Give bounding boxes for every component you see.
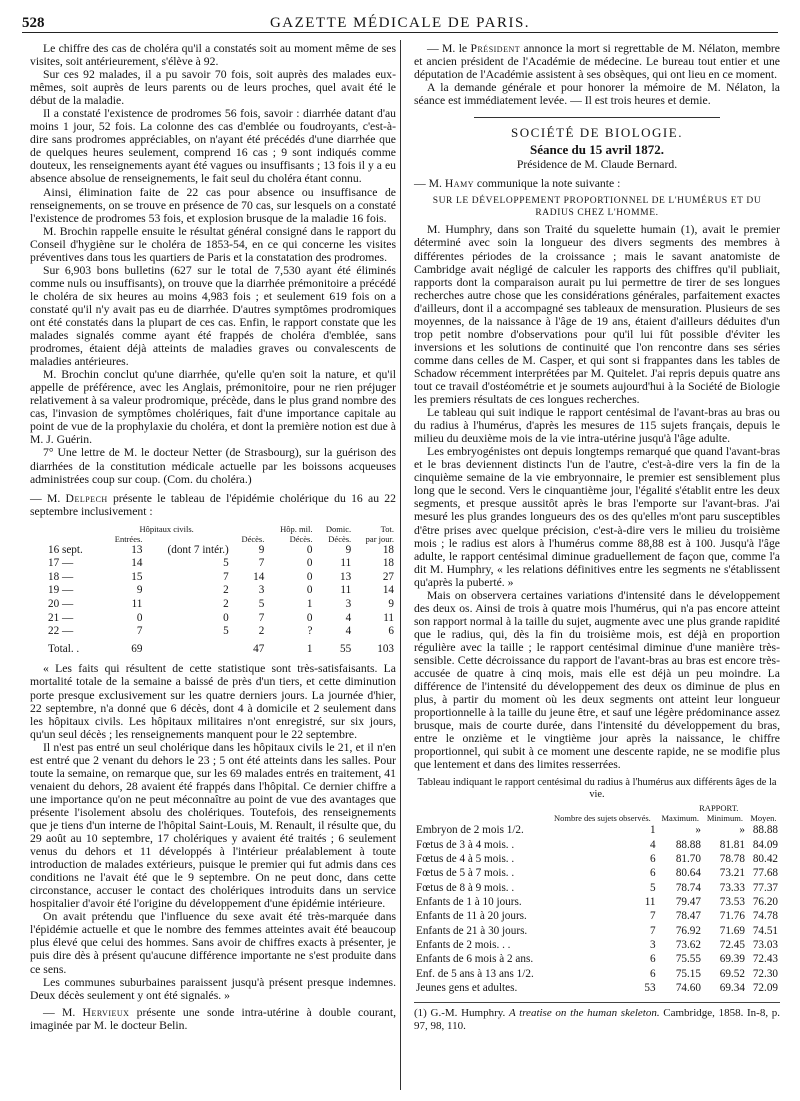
paragraph: Ainsi, élimination faite de 22 cas pour absence ou insuffisance de renseignements, on se trouve en présence de 70 cas, sur lesquels on a constaté l'existence de prodromes 53 fois, et explosion brusque de la maladie 16 fois. [30, 185, 396, 225]
table-cell: 4 [345, 625, 352, 638]
table-cell: 5 [223, 557, 229, 570]
section-rule [474, 117, 720, 118]
table-cell: Enfants de 21 à 30 jours. [416, 924, 528, 937]
table-row [414, 981, 780, 995]
table-cell: 75.15 [675, 967, 701, 980]
table-cell: 69.52 [719, 967, 745, 980]
table-cell: 2 [223, 598, 229, 611]
table-cell: 9 [388, 598, 394, 611]
table-cell: 76.20 [752, 896, 778, 909]
footnote: (1) G.-M. Humphry. A treatise on the human skeleton. Cambridge, 1858. In-8, p. 97, 98, 110. [414, 1002, 780, 1033]
table-cell: 72.09 [752, 982, 778, 995]
table-cell: 11 [383, 611, 394, 624]
paragraph: Il a constaté l'existence de prodromes 56 fois, savoir : diarrhée datant d'au moins 1 jour, 52 fois. La colonne des cas d'emblée ou foudroyants, c'est-à-dire sans prodromes appréciables, on n'ayant été précédés d'une diarrhée que de quelques heures seulement, comprend 16 cas ; 9 sont indiqués comme douteux, les renseignements ayant été vagues ou insuffisants ; 13 fois il y a eu absence absolue de renseignements, le fait seul du choléra étant connu. [30, 107, 396, 186]
table-row [30, 584, 396, 598]
table-cell: Jeunes gens et adultes. [416, 982, 518, 995]
table-row [414, 952, 780, 966]
table-cell: » [739, 824, 745, 837]
page-header [22, 10, 778, 33]
delpech-paragraph: — M. Delpech présente le tableau de l'épidémie cholérique du 16 au 22 septembre inclusivement : [30, 491, 396, 518]
table-row [30, 625, 396, 639]
table-cell: Enfants de 2 mois. . . [416, 939, 511, 952]
table-cell: 7 [258, 557, 265, 570]
table-row [30, 557, 396, 571]
table-cell: » [695, 824, 701, 837]
cholera-table: Hôpitaux civils. Hôp. mil. Domic. Tot. Entrées. Décès. Décès. Décès. par jour. 16 sept. 13 (dont 7 intér.) 9 0 9 18 17 — 14 5 7 0 11 18 18 — 15 7 14 0 13 27 19 — 9 2 3 0 11 14 20 — 11 2 5 1 3 9 21 — 0 0 7 0 4 11 22 — 7 5 2 ? 4 6 Total. . 69 47 1 55 103 [30, 524, 396, 657]
table-cell: 0 [223, 611, 229, 624]
table-cell: 74.78 [752, 910, 778, 923]
table-cell: 71.69 [719, 924, 745, 937]
table-cell: 53 [644, 982, 656, 995]
table-cell: Fœtus de 4 à 5 mois. . [416, 853, 515, 866]
speaker-name: Delpech [65, 491, 108, 505]
table-cell: 0 [306, 543, 313, 556]
paragraph: Mais on observera certaines variations d'intensité dans le développement des deux os. Ainsi de trois à quatre mois l'humérus, qui n'a pas encore atteint son rapport normal à la taille du sujet, augmente avec une plus grande rapidité que le radius, qui, dès la fin du troisième mois, est déjà en proportion régulière avec la taille ; le rapport centésimal diminue d'une manière très-sensible. Cette décroissance du rapport de l'avant-bras au bras est encore très-accusée de quatre à cinq mois, mais elle est déjà un peu moindre. La différence de l'intensité du développement des deux os diminue de plus en plus, à partir du moment où les deux segments ont atteint leur longueur proportionnelle à la taille du jeune être, et sauf une légère prédominance assez brusque, mais de courte durée, dans l'intensité du développement du bras, entre le onzième et le vingtième jour après la naissance, le chiffre proportionnel, qui subit à ce moment une descente rapide, ne se modifie plus que lentement et dans des limites resserrées. [414, 588, 780, 772]
table-cell: 21 — [48, 611, 74, 624]
table-cell: 18 — [48, 570, 74, 583]
article-subtitle: SUR LE DÉVELOPPEMENT PROPORTIONNEL DE L'HUMÉRUS ET DU RADIUS CHEZ L'HOMME. [432, 196, 762, 218]
table-cell: 6 [388, 625, 394, 638]
table-cell: 1 [649, 824, 656, 837]
table-cell: 84.09 [752, 838, 778, 851]
table-row [414, 924, 780, 938]
paragraph: Sur ces 92 malades, il a pu savoir 70 fois, soit auprès des malades eux-mêmes, soit auprès de leurs parents ou de leurs proches, quel avait été le début de la maladie. [30, 68, 396, 108]
paragraph: M. Brochin rappelle ensuite le résultat général consigné dans le rapport du Conseil d'hygiène sur le choléra de 1853-54, en ce qui concerne les visites préventives dans tous les quartiers de Paris et la constatation des prodromes. [30, 224, 396, 264]
table-cell: Fœtus de 8 à 9 mois. . [416, 881, 515, 894]
table-row [414, 852, 780, 866]
table-cell: (dont 7 intér.) [167, 543, 229, 556]
table-row [414, 909, 780, 923]
table-cell: 7 [136, 625, 143, 638]
table-cell: 16 sept. [48, 543, 83, 556]
table-cell: 9 [345, 543, 352, 556]
table-cell: 78.47 [675, 910, 701, 923]
table-cell: 77.68 [752, 867, 778, 880]
table-cell: 78.74 [675, 881, 701, 894]
society-heading: SOCIÉTÉ DE BIOLOGIE. [511, 125, 683, 141]
table-cell: 0 [306, 557, 313, 570]
table-cell: 78.78 [719, 853, 745, 866]
paragraph: M. Brochin conclut qu'une diarrhée, qu'elle qu'en soit la nature, et qu'il appelle de préférence, avec les Anglais, prémonitoire, pour ne rien préjuger relativement à sa valeur prodromique, précède, dans le plus grand nombre des cas, l'invasion de symptômes cholériques, fait d'une importance capitale au point de vue de la prophylaxie du choléra, et dont la première notion est due à M. J. Guérin. [30, 368, 396, 447]
table-cell: 74.60 [675, 982, 701, 995]
paragraph: Sur 6,903 bons bulletins (627 sur le total de 7,530 ayant été éliminés comme nuls ou insuffisants), on trouve que la diarrhée prémonitoire a précédé le choléra de six heures au moins 4,983 fois ; et seulement 619 fois on a constaté qu'il n'y avait pas eu de diarrhée. D'autres symptômes prodromiques ont été constatés dans la plupart de ces cas. Enfin, le rapport constate que les malades signalés comme ayant été frappés de choléra d'emblée, sans prodromes, étaient déjà atteints de maladies graves ou convalescents de maladies antérieures. [30, 263, 396, 369]
table-cell: 79.47 [675, 896, 701, 909]
table-cell: 13 [131, 543, 143, 556]
table-cell: 18 [382, 557, 394, 570]
paragraph: Le chiffre des cas de choléra qu'il a constatés soit au moment même de ses visites, soit antérieurement, s'élève à 92. [30, 42, 396, 69]
table-cell: 3 [345, 598, 352, 611]
table-cell: 80.64 [675, 867, 701, 880]
table-row [414, 881, 780, 895]
hervieux-paragraph: — M. Hervieux présente une sonde intra-utérine à double courant, imaginée par M. le docteur Belin. [30, 1005, 396, 1032]
table-cell: 88.88 [675, 838, 701, 851]
table-cell: 75.55 [675, 953, 701, 966]
table-cell: 69.34 [719, 982, 745, 995]
paragraph: M. Humphry, dans son Traité du squelette humain (1), avait le premier déterminé avec soin la longueur des divers segments des membres à différentes périodes de la croissance ; mais le savant anatomiste de Cambridge avait négligé de calculer les rapports des chiffres qu'il publiait, rapports dont la comparaison aurait pu lui permettre de tirer de ses longues recherches autre chose que les considérations générales, parfaitement exactes d'ailleurs, dont il a accompagné ses tableaux de mensuration. Plusieurs de ses moyennes, de la naissance à l'âge de 19 ans, étaient d'ailleurs déduites d'un trop petit nombre d'observations pour qu'il lui fût possible d'éviter les inversions et les solutions de continuité que l'on rencontre dans ses séries comme dans celles de M. Casper, et qui sont si frappantes dans les tables de Schadow récemment interprétées par M. Quitelet. J'ai repris depuis quatre ans tout ce travail d'ostéométrie et je soumets aujourd'hui à la Société de Biologie les premiers résultats de ces longues recherches. [414, 223, 780, 407]
table-cell: ? [307, 625, 313, 638]
table-cell: 5 [258, 598, 265, 611]
speaker-name: Hamy [444, 177, 474, 191]
table-cell: Enfants de 11 à 20 jours. [416, 910, 527, 923]
table-cell: 76.92 [675, 924, 701, 937]
table-cell: 73.21 [719, 867, 745, 880]
table-cell: 3 [649, 939, 656, 952]
table-cell: 81.70 [675, 853, 701, 866]
table-cell: 6 [649, 853, 656, 866]
table-cell: 2 [223, 584, 229, 597]
table-cell: Embryon de 2 mois 1/2. [416, 824, 524, 837]
table-cell: 7 [649, 924, 656, 937]
page-number: 528 [22, 15, 45, 31]
table-cell: Enf. de 5 ans à 13 ans 1/2. [416, 967, 534, 980]
table-cell: 74.51 [752, 924, 778, 937]
table-cell: 73.53 [719, 896, 745, 909]
table-cell: 17 — [48, 557, 74, 570]
table-cell: 72.45 [719, 939, 745, 952]
table-cell: 0 [136, 611, 143, 624]
table-cell: 20 — [48, 598, 74, 611]
table-cell: 11 [340, 584, 352, 597]
table-cell: 0 [306, 611, 313, 624]
table-row [414, 866, 780, 880]
table-cell: 6 [649, 953, 656, 966]
table-cell: Enfants de 1 à 10 jours. [416, 896, 522, 909]
left-column [30, 42, 396, 1032]
speaker-name: Président [470, 42, 521, 55]
journal-title: GAZETTE MÉDICALE DE PARIS. [269, 15, 531, 31]
table-row [30, 598, 396, 612]
table-cell: 11 [131, 598, 143, 611]
table-cell: 18 [382, 543, 394, 556]
table-cell: 22 — [48, 625, 74, 638]
table-cell: 88.88 [752, 824, 778, 837]
table-row [414, 938, 780, 952]
paragraph: A la demande générale et pour honorer la mémoire de M. Nélaton, la séance est immédiatement levée. — Il est trois heures et demie. [414, 81, 780, 108]
table-cell: 81.81 [719, 838, 745, 851]
table-cell: 5 [223, 625, 229, 638]
paragraph: Les communes suburbaines paraissent jusqu'à présent presque indemnes. Deux décès seulement y ont été signalés. » [30, 975, 396, 1002]
table-row [414, 895, 780, 909]
paragraph: Le tableau qui suit indique le rapport centésimal de l'avant-bras au bras ou du radius à l'humérus, d'après les mesures de 115 sujets français, depuis le milieu du deuxième mois de la vie intra-utérine jusqu'à l'âge adulte. [414, 406, 780, 446]
table-cell: 14 [131, 557, 143, 570]
president-paragraph: — M. le Président annonce la mort si regrettable de M. Nélaton, membre et ancien président de l'Académie de médecine. Le bureau tout entier et une députation de l'Académie assistent à ses obsèques, qui ont lieu en ce moment. [414, 42, 780, 82]
table-cell: 9 [258, 543, 265, 556]
table-cell: 6 [649, 967, 656, 980]
table-cell: 80.42 [752, 853, 778, 866]
table-row [414, 823, 780, 837]
table-cell: 7 [649, 910, 656, 923]
table-total-row: Total. . 69 47 1 55 103 [48, 642, 394, 655]
table-cell: 0 [306, 570, 313, 583]
table-cell: 4 [345, 611, 352, 624]
table-cell: 13 [340, 570, 352, 583]
paragraph: On avait prétendu que l'influence du sexe avait été très-marquée dans l'épidémie actuelle et que le nombre des femmes atteintes avait été beaucoup plus élevé que celui des hommes. Sans avoir de chiffres exacts à présenter, je puis dire dès à présent qu'aucune différence importante ne s'est produite dans ce sens. [30, 910, 396, 976]
table-cell: 71.76 [719, 910, 745, 923]
presidence-line: Présidence de M. Claude Bernard. [516, 158, 678, 172]
right-column [414, 42, 780, 1033]
table-row [30, 612, 396, 626]
paragraph: Les embryogénistes ont depuis longtemps remarqué que quand l'avant-bras et le bras deviennent distincts l'un de l'autre, c'est-à-dire vers la fin de la cinquième semaine de la vie embryonnaire, le premier est sensiblement plus long que le second. Vers le cinquantième jour, l'égalité s'établit entre les deux segments, et presque aussitôt après le bras l'emporte sur l'avant-bras. J'ai mesuré les plus grandes longueurs des os des qu'elles m'ont paru susceptibles d'être prises avec quelque précision, c'est-à-dire vers le milieu du troisième mois ; le radius est alors à l'humérus comme 88,88 est à 100. Jusqu'à l'âge adulte, le rapport centésimal diminue graduellement de façon que, comme l'a dit M. Humphry, « les relations définitives entre les segments ne s'établissent qu'après la puberté. » [414, 445, 780, 589]
table-cell: 72.43 [752, 953, 778, 966]
table-cell: 19 — [48, 584, 74, 597]
table-cell: 3 [258, 584, 265, 597]
table-cell: 73.33 [719, 881, 745, 894]
table-cell: 7 [223, 570, 229, 583]
table-cell: 11 [340, 557, 352, 570]
table-caption: Tableau indiquant le rapport centésimal du radius à l'humérus aux différents âges de la vie. [417, 777, 777, 801]
table-cell: 15 [131, 570, 143, 583]
table-cell: Enfants de 6 mois à 2 ans. [416, 953, 534, 966]
table-row [30, 544, 396, 558]
paragraph: « Les faits qui résultent de cette statistique sont très-satisfaisants. La mortalité totale de la semaine a baissé de près d'un tiers, et cette diminution porte presque exclusivement sur les quatre derniers jours. La journée d'hier, 22 septembre, n'a donné que 6 décès, dont 4 à domicile et 2 seulement dans les hôpitaux civils. Les hôpitaux militaires n'ont enregistré, sur six jours, qu'un seul décès ; les renseignements manquent pour le 22 septembre. [30, 662, 396, 741]
table-cell: 1 [306, 598, 313, 611]
speaker-name: Hervieux [82, 1005, 130, 1019]
table-cell: 4 [649, 838, 656, 851]
table-cell: 14 [253, 570, 265, 583]
table-cell: 69.39 [719, 953, 745, 966]
table-cell: 0 [306, 584, 313, 597]
table-cell: 7 [258, 611, 265, 624]
paragraph: 7° Une lettre de M. le docteur Netter (de Strasbourg), sur la guérison des diarrhées de la constitution médicale actuelle par les boissons acqueuses administrées coup sur coup. (Com. du choléra.) [30, 446, 396, 486]
seance-date: Séance du 15 avril 1872. [530, 142, 664, 158]
table-cell: 5 [649, 881, 656, 894]
table-cell: 6 [649, 867, 656, 880]
table-cell: Fœtus de 3 à 4 mois. . [416, 838, 515, 851]
column-divider [400, 40, 401, 1090]
table-cell: 77.37 [752, 881, 778, 894]
table-cell: 9 [136, 584, 143, 597]
table-cell: Fœtus de 5 à 7 mois. . [416, 867, 515, 880]
table-cell: 27 [382, 570, 394, 583]
table-cell: 11 [644, 896, 656, 909]
table-cell: 72.30 [752, 967, 778, 980]
radius-humerus-table: RAPPORT. Nombre des sujets observés. Maximum. Minimum. Moyen. Embryon de 2 mois 1/2. 1 » » 88.88 Fœtus de 3 à 4 mois. . 4 88.88 81.81 84.09 Fœtus de 4 à 5 mois. . 6 81.70 78.78 80.42 Fœtus de 5 à 7 mois. . 6 80.64 73.21 77.68 Fœtus de 8 à 9 mois. . 5 78.74 73.33 77.37 Enfants de 1 à 10 jours. 11 79.47 73.53 76.20 Enfants de 11 à 20 jours. 7 78.47 71.76 74.78 Enfants de 21 à 30 jours. 7 76.92 71.69 74.51 Enfants de 2 mois. . . 3 73.62 72.45 73.03 Enfants de 6 mois à 2 ans. 6 75.55 69.39 72.43 Enf. de 5 ans à 13 ans 1/2. 6 75.15 69.52 72.30 Jeunes gens et adultes. 53 74.60 69.34 72.09 [416, 803, 778, 995]
hamy-paragraph: — M. Hamy communique la note suivante : [414, 177, 621, 191]
table-cell: 14 [382, 584, 394, 597]
table-row [30, 571, 396, 585]
paragraph: Il n'est pas entré un seul cholérique dans les hôpitaux civils le 21, et il n'en est entré que 2 venant du dehors le 23 ; 5 ont été atteints dans les salles. Pour toute la semaine, on remarque que, sur les 69 malades entrés en traitement, 41 venaient du dehors, 28 avaient été frappés dans l'hôpital. Ce dernier chiffre a une importance qu'on ne peut méconnaître au point de vue des avantages que présente l'isolement absolu des cholériques. Toutefois, des renseignements que je tiens d'un interne de l'hôpital Saint-Louis, M. Renault, il résulte que, du 29 août au 10 septembre, 17 cholériques y avaient été traités ; 6 seulement venus du dehors et 11 développés à l'intérieur préalablement à toute introduction de malades extérieurs, puisque le premier qui fut admis dans ces conditions ne l'avait été que le 9 septembre. On ne peut donc, dans cette circonstance, accuser le contact des cholériques introduits dans un service hospitalier d'avoir été l'origine du développement d'une épidémie intérieure. [30, 740, 396, 911]
table-cell: 73.62 [675, 939, 701, 952]
table-row [414, 838, 780, 852]
table-row [414, 967, 780, 981]
table-cell: 73.03 [752, 939, 778, 952]
table-cell: 2 [258, 625, 265, 638]
